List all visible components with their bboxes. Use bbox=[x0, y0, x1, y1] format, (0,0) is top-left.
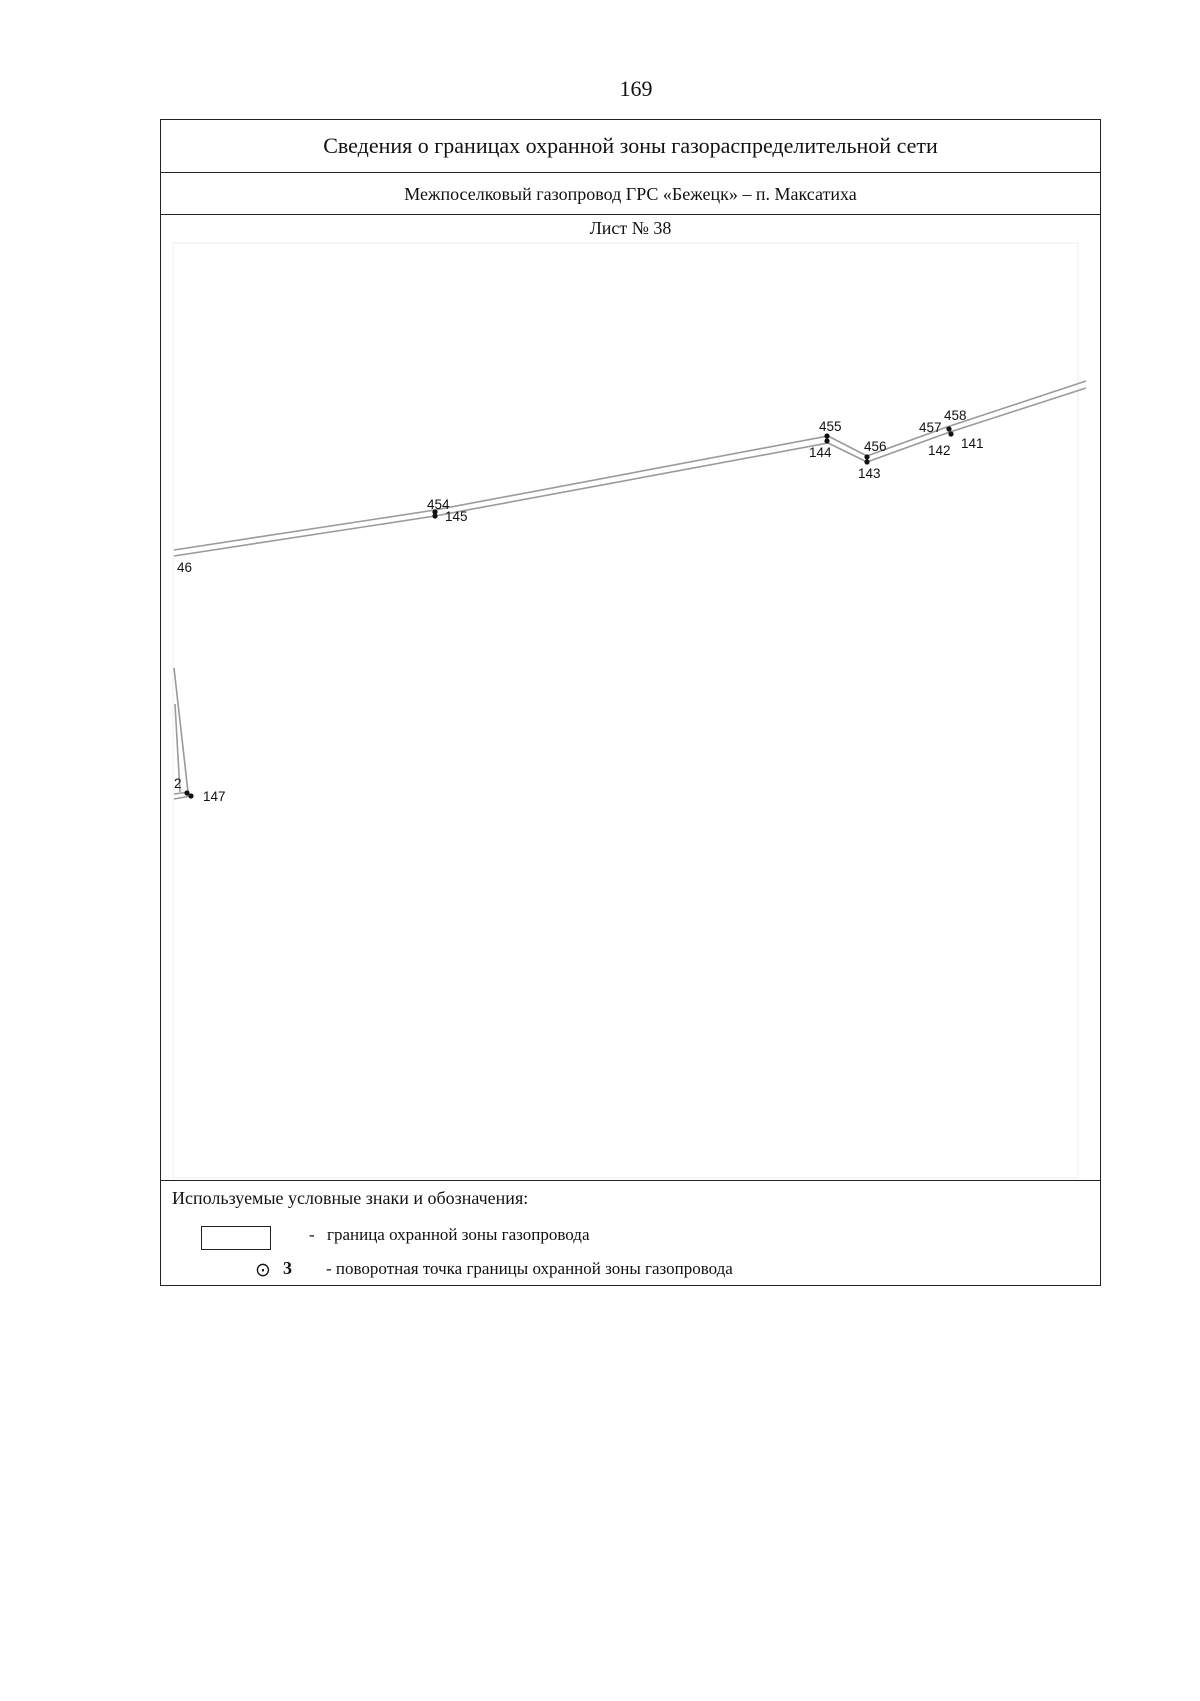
point-labels bbox=[174, 408, 984, 804]
point-label: 455 bbox=[819, 419, 842, 434]
point-label: 145 bbox=[445, 509, 468, 524]
turning-point bbox=[946, 426, 951, 431]
point-label: 2 bbox=[174, 776, 182, 791]
point-label: 141 bbox=[961, 436, 984, 451]
map-drawing bbox=[161, 120, 1100, 1180]
turning-point bbox=[824, 433, 829, 438]
legend-dash: - bbox=[326, 1259, 332, 1278]
legend-turning-point-text: поворотная точка границы охранной зоны газопровода bbox=[335, 1259, 733, 1278]
legend-item-zone-boundary: граница охранной зоны газопровода bbox=[327, 1225, 590, 1244]
point-label: 454 bbox=[427, 497, 450, 512]
turning-point bbox=[432, 513, 437, 518]
point-label: 142 bbox=[928, 443, 951, 458]
point-label: 143 bbox=[858, 466, 881, 481]
point-label: 456 bbox=[864, 439, 887, 454]
zone-line-outer bbox=[174, 381, 1086, 550]
page-number: 169 bbox=[619, 76, 653, 101]
turning-point bbox=[864, 459, 869, 464]
legend-item-turning-point bbox=[326, 1259, 733, 1279]
turning-points bbox=[184, 426, 953, 798]
sheet-title: Сведения о границах охранной зоны газораспределительной сети bbox=[161, 120, 1100, 173]
legend-dash: - bbox=[309, 1225, 315, 1244]
turning-point bbox=[188, 793, 193, 798]
sheet-number: Лист № 38 bbox=[589, 218, 672, 238]
turning-point bbox=[864, 454, 869, 459]
sheet-subtitle: Межпоселковый газопровод ГРС «Бежецк» – п. Максатиха bbox=[161, 173, 1100, 215]
turning-point bbox=[948, 431, 953, 436]
sheet-frame bbox=[160, 119, 1101, 1286]
legend-point-number: 3 bbox=[283, 1258, 292, 1278]
legend-title: Используемые условные знаки и обозначения: bbox=[172, 1188, 529, 1208]
turning-point-icon: ⊙ bbox=[255, 1259, 271, 1281]
point-label: 147 bbox=[203, 789, 226, 804]
point-label: 144 bbox=[809, 445, 832, 460]
point-label: 46 bbox=[177, 560, 193, 575]
point-label: 457 bbox=[919, 420, 942, 435]
zone-boundary-symbol bbox=[201, 1226, 271, 1250]
turning-point bbox=[824, 438, 829, 443]
legend bbox=[161, 1180, 1100, 1287]
point-label: 458 bbox=[944, 408, 967, 423]
map-area bbox=[161, 120, 1100, 1180]
